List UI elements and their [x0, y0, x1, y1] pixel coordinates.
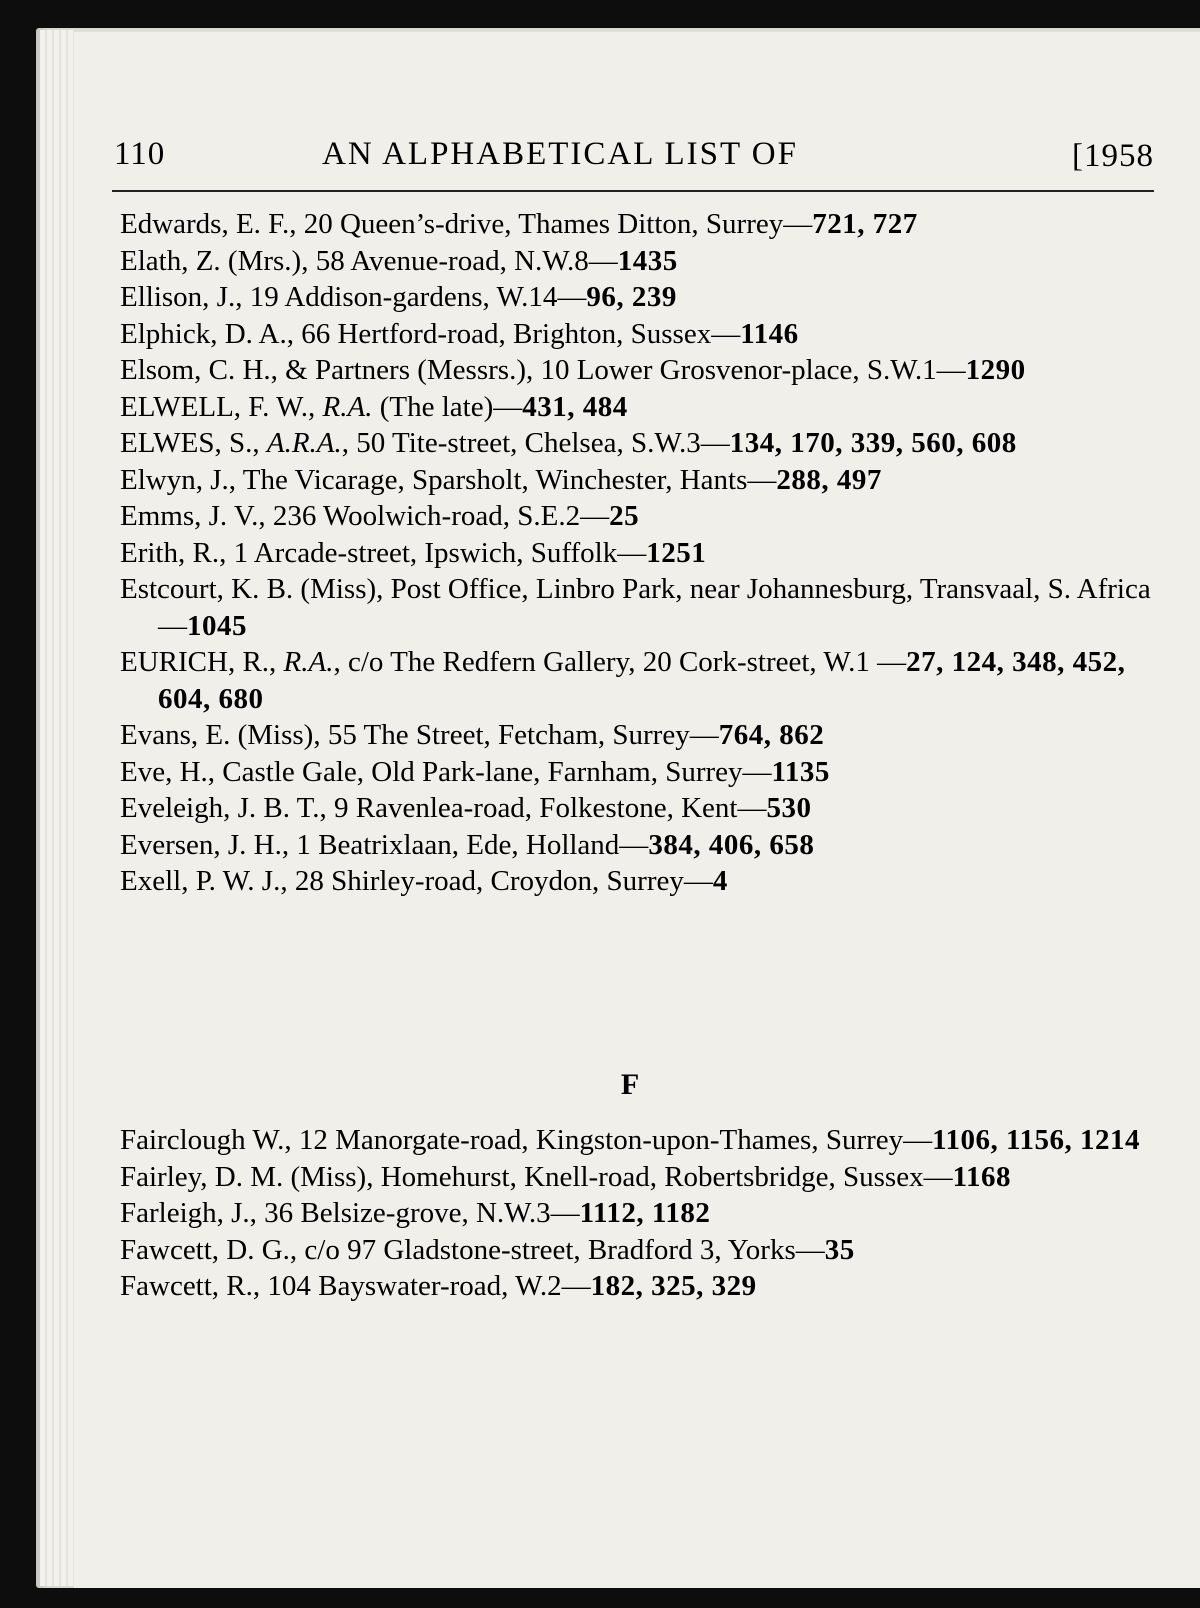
list-item: Erith, R., 1 Arcade-street, Ipswich, Suffolk—1251	[120, 536, 707, 569]
list-item: Fawcett, D. G., c/o 97 Gladstone-street, Bradford 3, Yorks—35	[120, 1233, 855, 1266]
page-year: [1958	[1072, 138, 1154, 174]
list-item: EURICH, R., R.A., c/o The Redfern Gallery, 20 Cork-street, W.1 —27, 124, 348, 452, 604, 680	[120, 646, 1126, 715]
list-item: Farleigh, J., 36 Belsize-grove, N.W.3—1112, 1182	[120, 1197, 711, 1229]
list-item: Eversen, J. H., 1 Beatrixlaan, Ede, Holland—384, 406, 658	[120, 828, 815, 861]
page-stack-edges	[40, 30, 74, 1586]
list-item: Estcourt, K. B. (Miss), Post Office, Linbro Park, near Johannesburg, Transvaal, S. Africa—1045	[120, 573, 1151, 642]
list-item: Fairclough W., 12 Manorgate-road, Kingston-upon-Thames, Surrey—1106, 1156, 1214	[120, 1124, 1140, 1156]
list-item: Elwyn, J., The Vicarage, Sparsholt, Winchester, Hants—288, 497	[120, 463, 882, 496]
list-item: Elphick, D. A., 66 Hertford-road, Brighton, Sussex—1146	[120, 317, 799, 350]
list-item: Exell, P. W. J., 28 Shirley-road, Croydon, Surrey—4	[120, 865, 728, 897]
list-item: Emms, J. V., 236 Woolwich-road, S.E.2—25	[120, 500, 640, 532]
entry-list-e	[120, 206, 1170, 900]
list-item: ELWELL, F. W., R.A. (The late)—431, 484	[120, 390, 628, 423]
entry-list-f	[120, 1122, 1170, 1305]
list-item: Evans, E. (Miss), 55 The Street, Fetcham, Surrey—764, 862	[120, 719, 825, 751]
page-title: AN ALPHABETICAL LIST OF	[322, 136, 798, 172]
list-item: Eve, H., Castle Gale, Old Park-lane, Farnham, Surrey—1135	[120, 755, 830, 788]
list-item: ELWES, S., A.R.A., 50 Tite-street, Chelsea, S.W.3—134, 170, 339, 560, 608	[120, 427, 1017, 459]
list-item: Elsom, C. H., & Partners (Messrs.), 10 Lower Grosvenor-place, S.W.1—1290	[120, 354, 1026, 386]
page-number: 110	[114, 136, 166, 172]
list-item: Edwards, E. F., 20 Queen’s-drive, Thames Ditton, Surrey—721, 727	[120, 208, 918, 240]
header-rule	[112, 190, 1154, 192]
list-item: Fairley, D. M. (Miss), Homehurst, Knell-road, Robertsbridge, Sussex—1168	[120, 1160, 1011, 1193]
list-item: Fawcett, R., 104 Bayswater-road, W.2—182, 325, 329	[120, 1270, 757, 1302]
running-head	[114, 136, 1164, 180]
list-item: Eveleigh, J. B. T., 9 Ravenlea-road, Folkestone, Kent—530	[120, 792, 812, 824]
list-item: Elath, Z. (Mrs.), 58 Avenue-road, N.W.8—1435	[120, 244, 678, 277]
list-item: Ellison, J., 19 Addison-gardens, W.14—96, 239	[120, 281, 677, 313]
section-letter-heading: F	[620, 1068, 640, 1101]
